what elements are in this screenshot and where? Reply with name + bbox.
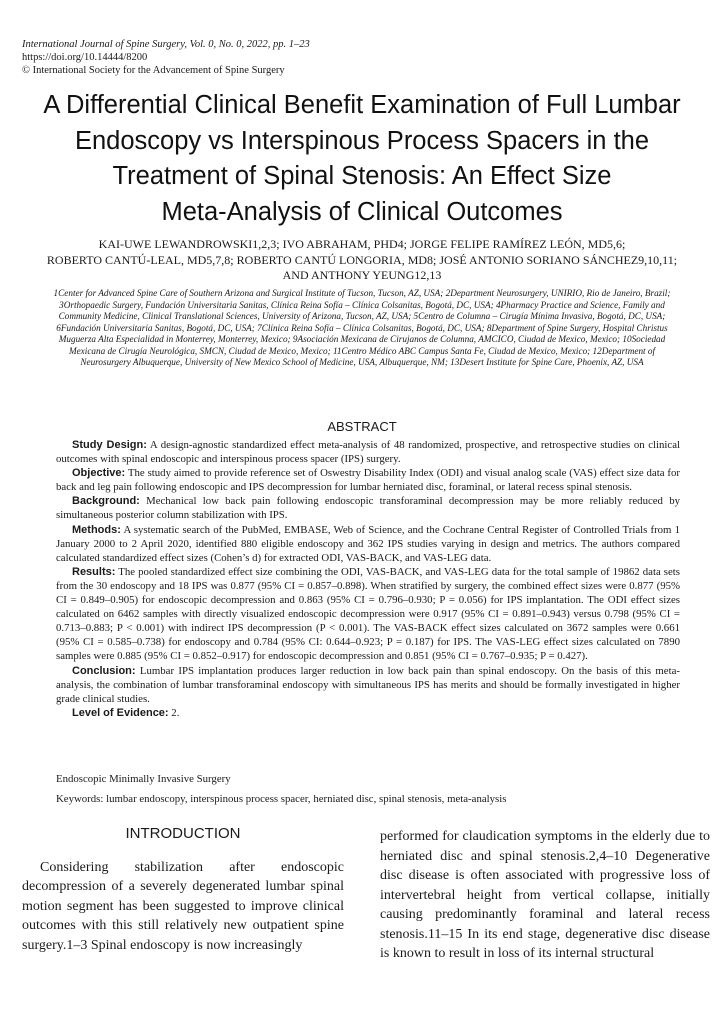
abstract-body — [56, 438, 680, 720]
abstract-background — [56, 494, 680, 522]
abstract-conclusion — [56, 664, 680, 706]
abstract-label: Objective: — [72, 467, 126, 480]
abstract-text: Mechanical low back pain following endoscopic transforaminal decompression may be more reliably reduced by simultaneous posterior column stabilization with IPS. — [56, 495, 680, 522]
introduction-heading: INTRODUCTION — [125, 825, 241, 842]
abstract-label: Study Design: — [72, 439, 147, 451]
affiliation-list — [8, 288, 716, 369]
abstract-label: Level of Evidence: — [72, 706, 169, 719]
abstract-text: A systematic search of the PubMed, EMBASE, Web of Science, and the Cochrane Central Register of Controlled Trials from 1 January 2000 to 2 April 2020, identified 880 eligible endoscopy and 362 IPS studies varying in design and metrics. The authors compared calculated standardized effect sizes (Cohen’s d) for extracted ODI, VAS-BACK, and VAS-LEG data. — [56, 523, 680, 564]
title-line: Meta-Analysis of Clinical Outcomes — [161, 197, 563, 226]
abstract-text: A design-agnostic standardized effect meta-analysis of 48 randomized, prospective, and retrospective studies on clinical outcomes with spinal endoscopic and interspinous process spacer (IPS) surgery. — [56, 439, 680, 466]
abstract-text: The study aimed to provide reference set of Oswestry Disability Index (ODI) and visual analog scale (VAS) effect size data for back and leg pain following endoscopic and IPS decompression for lumbar herniated disc, foraminal, or lateral recess spinal stenosis. — [56, 467, 680, 494]
author-list — [8, 237, 716, 284]
author-line: AND ANTHONY YEUNG12,13 — [282, 268, 442, 282]
affiliation-line: Neurosurgery Albuquerque, University of New Mexico School of Medicine, USA, Albuquerque, NM; 13Desert Institute for Spine Care, Phoenix, AZ, USA — [80, 357, 644, 367]
abstract-methods — [56, 523, 680, 565]
article-title — [12, 88, 712, 230]
abstract-text: Lumbar IPS implantation produces larger reduction in low back pain than spinal endoscopy. On the basis of this meta-analysis, the combination of lumbar transforaminal endoscopy with simultaneous IPS has merits and should be formally investigated in higher grade clinical studies. — [56, 664, 680, 705]
affiliation-line: 1Center for Advanced Spine Care of Southern Arizona and Surgical Institute of Tucson, Tucson, AZ, USA; 2Department Neurosurgery, UNIRIO, Rio de Janeiro, Brazil; — [53, 288, 671, 298]
affiliation-line: Muguerza Alta Especialidad in Monterrey, Monterrey, Mexico; 9Asociación Mexicana de Cirujanos de Columna, AMCICO, Ciudad de Mexico, Mexico; 10Sociedad — [58, 334, 666, 344]
abstract-label: Conclusion: — [72, 664, 136, 677]
affiliation-line: 3Orthopaedic Surgery, Fundación Universitaria Sanitas, Clínica Reina Sofía – Clínica Colsanitas, Bogotá, DC, USA; 4Pharmacy Practice and Science, Family and — [59, 299, 665, 310]
affiliation-line: Mexicana de Cirugía Neurológica, SMCN, Ciudad de Mexico, Mexico; 11Centro Médico ABC Campus Santa Fe, Ciudad de Mexico, Mexico; 12Department of — [68, 345, 656, 356]
doi-link[interactable]: https://doi.org/10.14444/8200 — [22, 52, 148, 63]
abstract-level-of-evidence — [56, 706, 680, 720]
abstract-objective — [56, 466, 680, 494]
abstract-study-design — [56, 438, 680, 466]
affiliation-line: Community Medicine, Clinical Translational Sciences, University of Arizona, Tucson, AZ, USA; 5Centro de Columna – Cirugía Mínima Invasiva, Bogotá, DC, USA; — [58, 311, 666, 321]
journal-citation: International Journal of Spine Surgery, Vol. 0, No. 0, 2022, pp. 1–23 — [22, 39, 310, 50]
author-line: ROBERTO CANTÚ-LEAL, MD5,7,8; ROBERTO CANTÚ LONGORIA, MD8; JOSÉ ANTONIO SORIANO SÁNCHEZ9,10,11; — [46, 252, 678, 267]
abstract-text: 2. — [171, 706, 180, 719]
title-line: Treatment of Spinal Stenosis: An Effect Size — [112, 162, 612, 190]
abstract-label: Methods: — [72, 523, 121, 536]
author-line: KAI-UWE LEWANDROWSKI1,2,3; IVO ABRAHAM, PHD4; JORGE FELIPE RAMÍREZ LEÓN, MD5,6; — [98, 237, 626, 251]
body-paragraph: performed for claudication symptoms in the elderly due to herniated disc and spinal stenosis.2,4–10 Degenerative disc disease is often associated with progressive loss of intervertebral height from vertical collapse, initially causing predominantly foraminal and lateral recess stenosis.11–15 In its end stage, degenerative disc disease is known to result in loss of its internal structural — [380, 829, 710, 961]
keywords: Keywords: lumbar endoscopy, interspinous process spacer, herniated disc, spinal stenosis, meta-analysis — [56, 793, 507, 805]
abstract-label: Background: — [72, 495, 140, 508]
introduction-right-column — [380, 827, 710, 964]
body-paragraph: Considering stabilization after endoscopic decompression of a severely degenerated lumbar spinal motion segment has been suggested to improve clinical outcomes with this still relatively new outpatient spine surgery.1–3 Spinal endoscopy is now increasingly — [22, 859, 344, 953]
copyright-notice: © International Society for the Advancement of Spine Surgery — [22, 65, 285, 76]
title-line: Endoscopy vs Interspinous Process Spacers in the — [74, 126, 650, 155]
abstract-label: Results: — [72, 565, 116, 578]
abstract-results — [56, 565, 680, 664]
abstract-heading: ABSTRACT — [327, 419, 397, 434]
journal-header — [22, 38, 310, 77]
title-line: A Differential Clinical Benefit Examination of Full Lumbar — [43, 91, 681, 119]
introduction-left-column — [22, 822, 344, 955]
abstract-text: The pooled standardized effect size combining the ODI, VAS-BACK, and VAS-LEG data for the total sample of 19862 data sets from the 30 endoscopy and 18 IPS was 0.877 (95% CI = 0.857–0.898). When stratified by surgery, the combined effect sizes were 0.877 (95% CI = 0.849–0.905) for endoscopic decompression and 0.863 (95% CI = 0.796–0.930; P = 0.056) for IPS implantation. The ODI effect sizes calculated on 6462 samples with directly visualized endoscopic decompression were 0.917 (95% CI = 0.891–0.943) versus 0.798 (95% CI = 0.713–0.883; P < 0.001) with indirect IPS decompression (P < 0.001). The VAS-BACK effect sizes calculated on 3672 samples were 0.661 (95% CI = 0.585–0.738) for endoscopy and 0.784 (95% CI: 0.644–0.923; P = 0.187) for IPS. The VAS-LEG effect sizes calculated on 7890 samples were 0.885 (95% CI = 0.852–0.917) for endoscopic decompression and 0.851 (95% CI = 0.767–0.935; P = 0.427). — [56, 565, 680, 663]
affiliation-line: 6Fundación Universitaria Sanitas, Bogotá, DC, USA; 7Clínica Reina Sofía – Clínica Colsanitas, Bogotá, DC, USA; 8Department of Spine Surgery, Hospital Christus — [56, 322, 668, 333]
article-category: Endoscopic Minimally Invasive Surgery — [56, 773, 231, 785]
